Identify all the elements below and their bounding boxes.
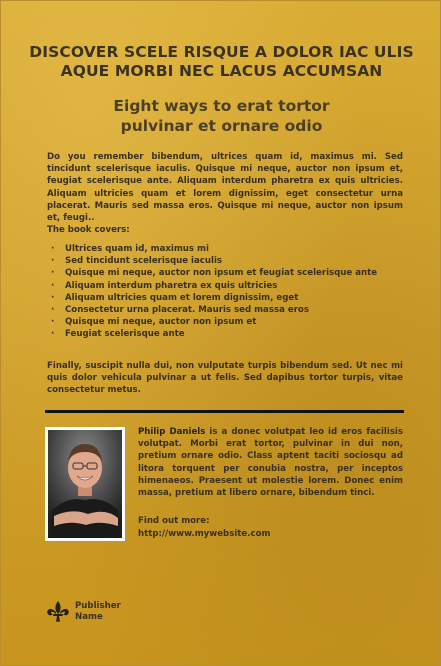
- author-photo: [45, 427, 125, 541]
- covers-list: [47, 243, 377, 341]
- divider: [45, 410, 404, 413]
- publisher-name: [75, 601, 121, 623]
- list-item: · Ultrices quam id, maximus mi: [47, 243, 377, 255]
- headline-line-1: DISCOVER SCELE RISQUE A DOLOR IAC ULIS: [29, 43, 414, 61]
- list-item: · Feugiat scelerisque ante: [47, 328, 377, 340]
- author-portrait: [48, 430, 122, 538]
- intro-paragraph: Do you remember bibendum, ultrices quam id, maximus mi. Sed tincidunt scelerisque iaculis. Quisque mi neque, auctor non ipsum et, feugiat scelerisque ante. Aliquam interdum pharetra ex quis ultricies. Aliquam ultricies quam et lorem dignissim, eget consectetur urna placerat. Mauris sed massa eros. Quisque mi neque, auctor non ipsum et, feugi..: [47, 152, 403, 224]
- list-item: · Quisque mi neque, auctor non ipsum et feugiat scelerisque ante: [47, 267, 377, 279]
- author-bio: [138, 426, 403, 499]
- publisher-line-1: Publisher: [75, 601, 121, 611]
- covers-label: The book covers:: [47, 225, 130, 235]
- find-more: [138, 515, 270, 541]
- list-item: · Aliquam ultricies quam et lorem dignissim, eget: [47, 292, 377, 304]
- subheadline-line-2: pulvinar et ornare odio: [120, 117, 323, 135]
- list-item: · Aliquam interdum pharetra ex quis ultricies: [47, 280, 377, 292]
- publisher-line-2: Name: [75, 612, 103, 622]
- author-name: Philip Daniels: [138, 427, 206, 437]
- list-item: · Sed tincidunt scelerisque iaculis: [47, 255, 377, 267]
- list-item: · Quisque mi neque, auctor non ipsum et: [47, 316, 377, 328]
- publisher: [45, 599, 121, 625]
- list-item: · Consectetur urna placerat. Mauris sed massa eros: [47, 304, 377, 316]
- website-link[interactable]: http://www.mywebsite.com: [138, 529, 271, 539]
- closing-paragraph: Finally, suscipit nulla dui, non vulputate turpis bibendum sed. Ut nec mi quis dolor vehicula pulvinar a ut felis. Sed dapibus tortor turpis, vitae consectetur metus.: [47, 361, 403, 396]
- headline: [25, 43, 418, 81]
- headline-line-2: AQUE MORBI NEC LACUS ACCUMSAN: [60, 62, 383, 80]
- subheadline: [61, 96, 382, 136]
- fleur-de-lis-icon: [45, 599, 71, 625]
- author-bio-text: is a donec volutpat leo id eros facilisis volutpat. Morbi erat tortor, pulvinar in dui non, pretium ornare odio. Class aptent taciti sociosqu ad litora torquent per conubia nostra, per inceptos himenaeos. Praesent ut molestie lorem. Donec enim massa, pretium at libero ornare, bibendum tinci.: [138, 427, 403, 499]
- find-more-label: Find out more:: [138, 516, 210, 526]
- subheadline-line-1: Eight ways to erat tortor: [113, 97, 330, 115]
